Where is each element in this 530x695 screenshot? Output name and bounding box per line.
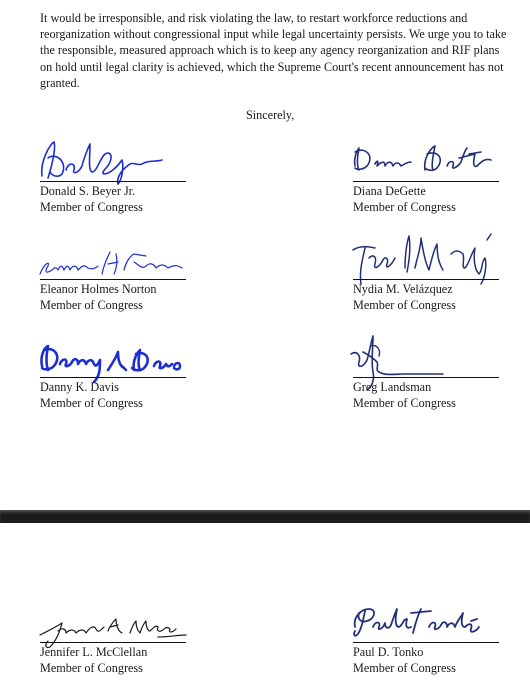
- signatory-title: Member of Congress: [40, 396, 143, 410]
- signatory-title: Member of Congress: [353, 200, 456, 214]
- signatory-title: Member of Congress: [40, 298, 143, 312]
- page-break-divider: [0, 510, 530, 523]
- signature-line: [353, 377, 499, 378]
- signature-line: [353, 642, 499, 643]
- signatory-title: Member of Congress: [40, 661, 143, 675]
- signatory-name: Danny K. Davis: [40, 380, 119, 394]
- signature-block-beyer: [40, 136, 190, 214]
- signatory-name: Greg Landsman: [353, 380, 432, 394]
- signature-block-mcclellan: [40, 597, 190, 675]
- signatory-title: Member of Congress: [353, 298, 456, 312]
- signatory-name: Nydia M. Velázquez: [353, 282, 453, 296]
- signature-line: [40, 642, 186, 643]
- signature-line: [40, 377, 186, 378]
- signature-block-tonko: [353, 597, 503, 675]
- signature-block-velazquez: [353, 234, 503, 312]
- body-paragraph: It would be irresponsible, and risk violating the law, to restart workforce reductions and reorganization without congressional input while legal uncertainty persists. We urge you to take the responsible, measured approach which is to keep any agency reorganization and RIF plans on hold until legal clarity is achieved, which the Supreme Court's recent announcement has not granted.: [40, 11, 507, 90]
- signature-line: [353, 181, 499, 182]
- signatory-title: Member of Congress: [353, 396, 456, 410]
- signature-line: [353, 279, 499, 280]
- signatory-name: Diana DeGette: [353, 184, 426, 198]
- signatory-name: Donald S. Beyer Jr.: [40, 184, 136, 198]
- signature-line: [40, 181, 186, 182]
- letter-page-2: [0, 523, 530, 695]
- signatory-title: Member of Congress: [40, 200, 143, 214]
- signature-line: [40, 279, 186, 280]
- signatory-name: Paul D. Tonko: [353, 645, 424, 659]
- signatory-name: Eleanor Holmes Norton: [40, 282, 157, 296]
- signature-block-davis: [40, 332, 190, 410]
- signatory-title: Member of Congress: [353, 661, 456, 675]
- signature-block-degette: [353, 136, 503, 214]
- signature-block-norton: [40, 234, 190, 312]
- signatory-name: Jennifer L. McClellan: [40, 645, 148, 659]
- closing-salutation: Sincerely,: [246, 108, 295, 122]
- signature-block-landsman: [353, 332, 503, 410]
